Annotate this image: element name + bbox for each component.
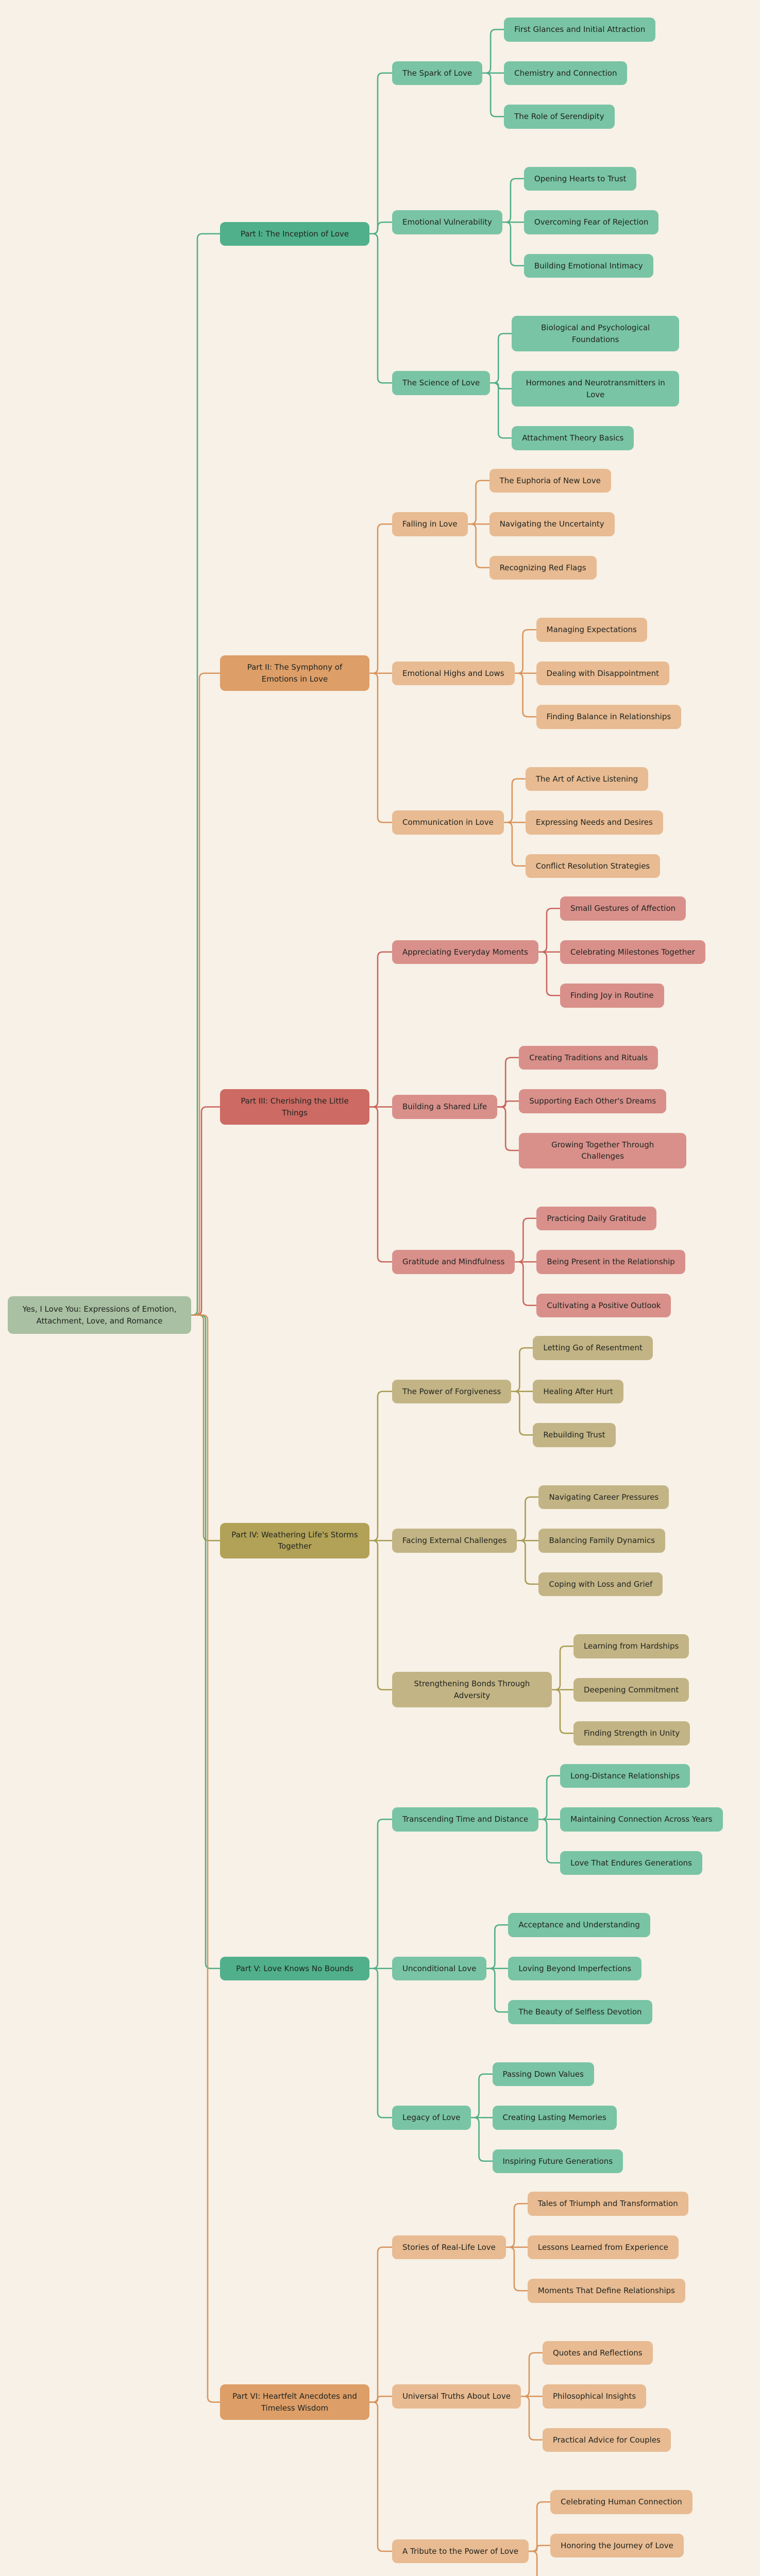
leaf-node[interactable]: Passing Down Values [493,2062,594,2087]
leaf-node[interactable]: Celebrating Milestones Together [560,940,705,964]
sub-branch [392,167,679,278]
topic-node[interactable]: The Science of Love [392,371,490,395]
leaf-node[interactable]: Tales of Triumph and Transformation [528,2192,688,2216]
sub-branch [392,316,679,450]
leaf-node[interactable]: Philosophical Insights [543,2384,646,2409]
topic-node[interactable]: Facing External Challenges [392,1529,517,1553]
leaf-node[interactable]: Long-Distance Relationships [560,1764,690,1788]
sub-branch [392,1046,705,1168]
leaves-column [504,18,655,129]
subs-column [392,1764,723,2174]
leaf-node[interactable]: Practical Advice for Couples [543,2428,671,2452]
sub-branch [392,1764,723,1875]
leaves-column [536,618,682,729]
part-branch [220,18,723,450]
sub-branch [392,18,679,129]
leaves-column [550,2490,718,2576]
leaf-node[interactable]: Small Gestures of Affection [560,896,686,921]
sub-branch [392,1336,690,1447]
topic-node[interactable]: Emotional Highs and Lows [392,662,515,686]
sub-branch [392,618,681,729]
leaf-node[interactable]: Navigating Career Pressures [538,1485,669,1510]
topic-node[interactable]: Falling in Love [392,512,468,536]
leaves-column [519,1046,686,1168]
subs-column [392,896,705,1317]
part-node[interactable]: Part VI: Heartfelt Anecdotes and Timeless Wisdom [220,2384,369,2420]
part-node[interactable]: Part IV: Weathering Life's Storms Together [220,1523,369,1558]
leaf-node[interactable]: Dealing with Disappointment [536,662,669,686]
sub-branch [392,896,705,1008]
leaf-node[interactable]: The Euphoria of New Love [489,469,611,493]
leaf-node[interactable]: Attachment Theory Basics [512,426,634,450]
leaf-node[interactable]: The Role of Serendipity [504,105,614,129]
leaf-node[interactable]: Creating Lasting Memories [493,2106,617,2130]
leaf-node[interactable]: Celebrating Human Connection [550,2490,693,2514]
leaf-node[interactable]: Rebuilding Trust [533,1423,615,1447]
leaf-node[interactable]: The Beauty of Selfless Devotion [508,2000,652,2024]
leaf-node[interactable]: Managing Expectations [536,618,647,642]
leaves-column [538,1485,669,1597]
sub-branch [392,2062,723,2174]
leaf-node[interactable]: Building Emotional Intimacy [524,254,653,278]
sub-branch [392,2341,718,2452]
subs-column [392,2192,718,2576]
topic-node[interactable]: The Spark of Love [392,61,482,86]
sub-branch [392,1634,690,1745]
leaf-node[interactable]: Quotes and Reflections [543,2341,653,2365]
leaf-node[interactable]: Navigating the Uncertainty [489,512,615,536]
part-branch [220,1336,723,1745]
leaves-column [508,1913,652,2024]
topic-node[interactable]: Stories of Real-Life Love [392,2235,506,2260]
leaves-column [526,767,663,878]
topic-node[interactable]: Legacy of Love [392,2106,471,2130]
sub-branch [392,2490,718,2576]
sub-branch [392,1207,705,1318]
leaf-node[interactable]: Finding Balance in Relationships [536,705,682,729]
leaf-node[interactable]: Learning from Hardships [573,1634,689,1658]
topic-node[interactable]: Appreciating Everyday Moments [392,940,538,964]
part-branch [220,2192,723,2576]
leaf-node[interactable]: Being Present in the Relationship [536,1250,685,1274]
leaf-node[interactable]: Practicing Daily Gratitude [536,1207,656,1231]
topic-node[interactable]: Communication in Love [392,810,504,835]
leaf-node[interactable]: Recognizing Red Flags [489,556,597,580]
leaves-column [560,1764,722,1875]
leaf-node[interactable]: Hormones and Neurotransmitters in Love [512,371,679,406]
topic-node[interactable]: Building a Shared Life [392,1095,497,1119]
leaf-node[interactable]: First Glances and Initial Attraction [504,18,655,42]
subs-column [392,469,681,878]
sub-branch [392,1485,690,1597]
leaves-column [536,1207,685,1318]
leaf-node[interactable]: Loving Beyond Imperfections [508,1957,641,1981]
parts-column [220,18,723,2576]
leaf-node[interactable]: Finding Joy in Routine [560,984,664,1008]
topic-node[interactable]: Universal Truths About Love [392,2384,521,2409]
part-branch [220,1764,723,2174]
topic-node[interactable]: Emotional Vulnerability [392,210,502,234]
leaf-node[interactable]: Conflict Resolution Strategies [526,854,660,878]
leaf-node[interactable]: Lessons Learned from Experience [528,2235,679,2260]
sub-branch [392,2192,718,2303]
leaf-node[interactable]: The Art of Active Listening [526,767,648,791]
leaf-node[interactable]: Growing Together Through Challenges [519,1133,686,1168]
part-branch [220,896,723,1317]
topic-node[interactable]: Strengthening Bonds Through Adversity [392,1672,552,1707]
topic-node[interactable]: Transcending Time and Distance [392,1807,538,1832]
topic-node[interactable]: Gratitude and Mindfulness [392,1250,515,1274]
leaf-node[interactable]: Expressing Needs and Desires [526,810,663,835]
leaf-node[interactable]: Healing After Hurt [533,1380,623,1404]
leaf-node[interactable]: Supporting Each Other's Dreams [519,1089,666,1113]
subs-column [392,18,679,450]
leaves-column [524,167,659,278]
leaf-node[interactable]: Acceptance and Understanding [508,1913,650,1937]
leaf-node[interactable]: Inspiring Future Generations [493,2149,623,2174]
leaf-node[interactable]: Honoring the Journey of Love [550,2534,684,2558]
leaves-column [560,896,705,1008]
leaf-node[interactable]: Opening Hearts to Trust [524,167,637,191]
topic-node[interactable]: Unconditional Love [392,1957,486,1981]
leaf-node[interactable]: Biological and Psychological Foundations [512,316,679,351]
leaf-node[interactable]: Overcoming Fear of Rejection [524,210,659,234]
leaf-node[interactable]: Chemistry and Connection [504,61,627,86]
subs-column [392,1336,690,1745]
part-node[interactable]: Part II: The Symphony of Emotions in Love [220,655,369,691]
leaf-node[interactable]: Cultivating a Positive Outlook [536,1294,671,1318]
leaves-column [493,2062,623,2174]
part-node[interactable]: Part III: Cherishing the Little Things [220,1089,369,1125]
leaves-column [489,469,615,580]
leaves-column [573,1634,690,1745]
leaf-node[interactable]: Deepening Commitment [573,1678,689,1702]
leaves-column [543,2341,671,2452]
part-node[interactable]: Part I: The Inception of Love [220,222,369,246]
part-branch [220,469,723,878]
part-node[interactable]: Part V: Love Knows No Bounds [220,1957,369,1981]
leaf-node[interactable]: Creating Traditions and Rituals [519,1046,658,1070]
leaf-node[interactable]: Moments That Define Relationships [528,2279,685,2303]
sub-branch [392,767,681,878]
leaf-node[interactable]: Balancing Family Dynamics [538,1529,665,1553]
sub-branch [392,1913,723,2024]
leaves-column [528,2192,688,2303]
leaf-node[interactable]: Coping with Loss and Grief [538,1572,663,1597]
leaves-column [512,316,679,450]
topic-node[interactable]: A Tribute to the Power of Love [392,2539,529,2564]
leaf-node[interactable]: Maintaining Connection Across Years [560,1807,722,1832]
sub-branch [392,469,681,580]
topic-node[interactable]: The Power of Forgiveness [392,1380,511,1404]
leaf-node[interactable]: Finding Strength in Unity [573,1721,690,1745]
root-node[interactable]: Yes, I Love You: Expressions of Emotion, Attachment, Love, and Romance [8,1296,191,1334]
leaves-column [533,1336,652,1447]
leaf-node[interactable]: Love That Endures Generations [560,1851,702,1875]
leaf-node[interactable]: Letting Go of Resentment [533,1336,652,1360]
